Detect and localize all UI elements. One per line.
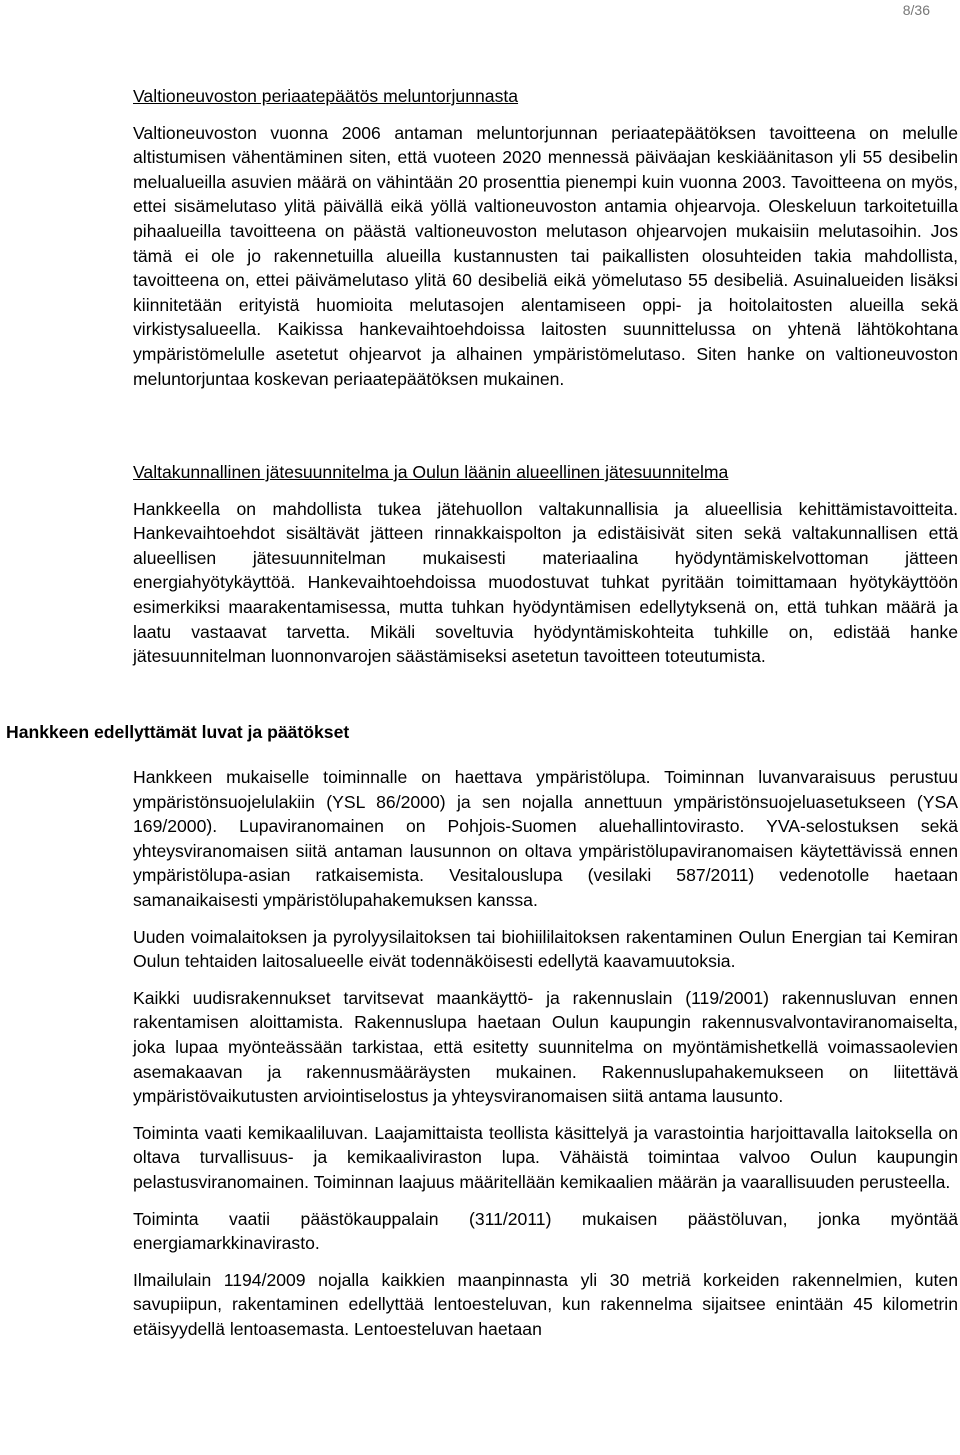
paragraph-zoning: Uuden voimalaitoksen ja pyrolyysilaitoksen tai biohiililaitoksen rakentaminen Oulun Energian tai Kemiran Oulun tehtaiden laitosalueelle eivät todennäköisesti edellytä kaavamuutoksia. xyxy=(133,926,958,972)
paragraph-chemical-permit: Toiminta vaati kemikaaliluvan. Laajamittaista teollista käsittelyä ja varastointia harjoittavalla laitoksella on oltava turvallisuus- ja kemikaaliviraston lupa. Vähäistä toimintaa valvoo Oulun kaupungin pelastusviranomainen. Toiminnan laajuus määritellään kemikaalien määrän ja vaarallisuuden perusteella. xyxy=(133,1122,958,1192)
section-noise-policy xyxy=(133,84,958,391)
page-number: 8/36 xyxy=(902,2,930,18)
paragraph-waste-plan: Hankkeella on mahdollista tukea jätehuollon valtakunnallisia ja alueellisia kehittämistavoitteita. Hankevaihtoehdot sisältävät jätteen rinnakkaispolton ja edistäisivät siten sekä valtakunnallisen että alueellisen jätesuunnitelman mukaisesti materiaalina hyödyntämiskelvottoman jätteen energiahyötykäyttöä. Hankevaihtoehdoissa muodostuvat tuhkat pyritään toimittamaan hyötykäyttöön esimerkiksi maarakentamisessa, mutta tuhkan hyödyntämisen edellytyksenä on, että tuhkan määrä ja laatu vastaavat tarvetta. Mikäli soveltuvia hyödyntämiskohteita tuhkille on, edistää hanke jätesuunnitelman luonnonvarojen säästämiseksi asetetun tavoitteen toteutumista. xyxy=(133,498,958,667)
paragraph-emission-permit: Toiminta vaatii päästökauppalain (311/2011) mukaisen päästöluvan, jonka myöntää energiamarkkinavirasto. xyxy=(133,1208,958,1254)
section-permits xyxy=(133,765,958,1341)
subheading-noise-policy: Valtioneuvoston periaatepäätös meluntorjunnasta xyxy=(133,86,519,106)
section-heading-permits: Hankkeen edellyttämät luvat ja päätökset xyxy=(6,722,350,742)
section-waste-plan xyxy=(133,460,958,669)
paragraph-aviation-permit: Ilmailulain 1194/2009 nojalla kaikkien maanpinnasta yli 30 metriä korkeiden rakennelmien, kuten savupiipun, rakentaminen edellyttää lentoesteluvan, kun rakennelma sijaitsee enintään 45 kilometrin etäisyydellä lentoasemasta. Lentoesteluvan haetaan xyxy=(133,1269,958,1339)
subheading-waste-plan: Valtakunnallinen jätesuunnitelma ja Oulun läänin alueellinen jätesuunnitelma xyxy=(133,462,729,482)
paragraph-building-permit: Kaikki uudisrakennukset tarvitsevat maankäyttö- ja rakennuslain (119/2001) rakennusluvan ennen rakentamisen aloittamista. Rakennuslupa haetaan Oulun kaupungin rakennusvalvontaviranomaiselta, joka lupaa myönteässään tarkistaa, että esitetty suunnitelma on myöntämishetkellä voimassaolevien asemakaavan ja rakennusmääräysten mukainen. Rakennuslupahakemukseen on liitettävä ympäristövaikutusten arviointiselostus ja yhteysviranomaisen siitä antama lausunto. xyxy=(133,987,958,1107)
paragraph-environmental-permit: Hankkeen mukaiselle toiminnalle on haettava ympäristölupa. Toiminnan luvanvaraisuus perustuu ympäristönsuojelulakiin (YSL 86/2000) ja sen nojalla annettuun ympäristönsuojeluasetukseen (YSA 169/2000). Lupaviranomainen on Pohjois-Suomen aluehallintovirasto. YVA-selostuksen sekä yhteysviranomaisen siitä antaman lausunnon on oltava ympäristölupaviranomaisen käytettävissä ennen ympäristölupa-asian ratkaisemista. Vesitalouslupa (vesilaki 587/2011) vedenotolle haetaan samanaikaisesti ympäristölupahakemuksen kanssa. xyxy=(133,767,958,910)
paragraph-noise-policy: Valtioneuvoston vuonna 2006 antaman meluntorjunnan periaatepäätöksen tavoitteena on melulle altistumisen vähentäminen siten, että vuoteen 2020 mennessä päiväajan keskiäänitason yli 55 desibelin melualueilla asuvien määrä on vähintään 20 prosenttia pienempi kuin vuonna 2003. Tavoitteena on myös, ettei sisämelutaso ylitä päivällä eikä yöllä valtioneuvoston antamia ohjearvoja. Oleskeluun tarkoitetuilla pihaalueilla tavoitteena on päästä valtioneuvoston melutason ohjearvojen mukaisiin melutasoihin. Jos tämä ei ole jo rakennetuilla alueilla kustannusten tai paikallisten olosuhteiden takia mahdollista, tavoitteena on, ettei päivämelutaso ylitä 60 desibeliä eikä yömelutaso 55 desibeliä. Asuinalueiden lisäksi kiinnitetään erityistä huomioita melutasojen alentamiseen oppi- ja hoitolaitosten alueilla sekä virkistysalueella. Kaikissa hankevaihtoehdoissa laitosten suunnittelussa on yhtenä lähtökohtana ympäristömelulle asetetut ohjearvot ja alhainen ympäristömelutaso. Siten hanke on valtioneuvoston meluntorjuntaa koskevan periaatepäätöksen mukainen. xyxy=(133,122,958,389)
